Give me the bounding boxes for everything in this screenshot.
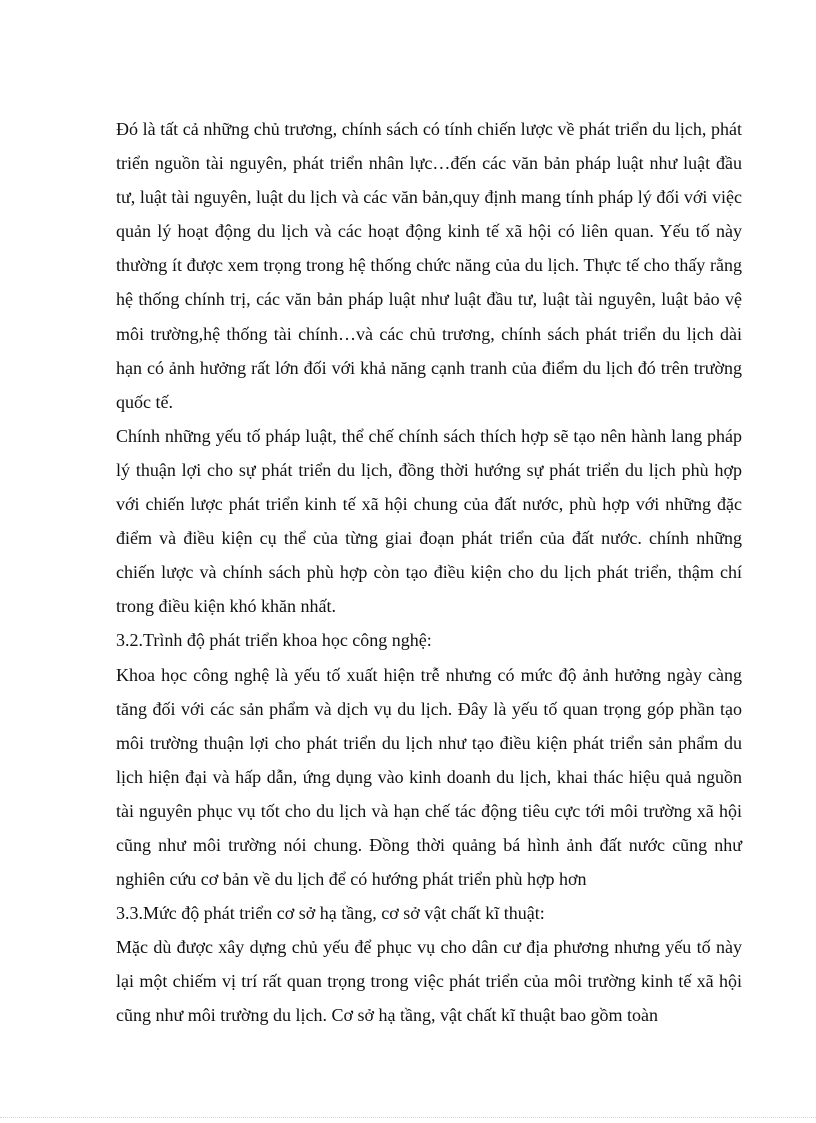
- document-body: [116, 112, 742, 1033]
- paragraph-science-technology: Khoa học công nghệ là yếu tố xuất hiện trễ nhưng có mức độ ảnh hưởng ngày càng tăng đối với các sản phẩm và dịch vụ du lịch. Đây là yếu tố quan trọng góp phần tạo môi trường thuận lợi cho phát triển du lịch như tạo điều kiện phát triển sản phẩm du lịch hiện đại và hấp dẫn, ứng dụng vào kinh doanh du lịch, khai thác hiệu quả nguồn tài nguyên phục vụ tốt cho du lịch và hạn chế tác động tiêu cực tới môi trường xã hội cũng như môi trường nói chung. Đồng thời quảng bá hình ảnh đất nước cũng như nghiên cứu cơ bản về du lịch để có hướng phát triển phù hợp hơn: [116, 664, 742, 890]
- paragraph-legal-policy: Đó là tất cả những chủ trương, chính sách có tính chiến lược về phát triển du lịch, phát triển nguồn tài nguyên, phát triển nhân lực…đến các văn bản pháp luật như luật đầu tư, luật tài nguyên, luật du lịch và các văn bản,quy định mang tính pháp lý đối với việc quản lý hoạt động du lịch và các hoạt động kinh tế xã hội có liên quan. Yếu tố này thường ít được xem trọng trong hệ thống chức năng của du lịch. Thực tế cho thấy rằng hệ thống chính trị, các văn bản pháp luật như luật đầu tư, luật tài nguyên, luật bảo vệ môi trường,hệ thống tài chính…và các chủ trương, chính sách phát triển du lịch dài hạn có ảnh hưởng rất lớn đối với khả năng cạnh tranh của điểm du lịch đó trên trường quốc tế.: [116, 119, 742, 412]
- paragraph-institutional-framework: Chính những yếu tố pháp luật, thể chế chính sách thích hợp sẽ tạo nên hành lang pháp lý thuận lợi cho sự phát triển du lịch, đồng thời hướng sự phát triển du lịch phù hợp với chiến lược phát triển kinh tế xã hội chung của đất nước, phù hợp với những đặc điểm và điều kiện cụ thể của từng giai đoạn phát triển của đất nước. chính những chiến lược và chính sách phù hợp còn tạo điều kiện cho du lịch phát triển, thậm chí trong điều kiện khó khăn nhất.: [116, 425, 742, 617]
- section-heading-3-3: 3.3.Mức độ phát triển cơ sở hạ tầng, cơ sở vật chất kĩ thuật:: [116, 903, 545, 924]
- paragraph-infrastructure: Mặc dù được xây dựng chủ yếu để phục vụ cho dân cư địa phương nhưng yếu tố này lại một chiếm vị trí rất quan trọng trong việc phát triển của môi trường kinh tế xã hội cũng như môi trường du lịch. Cơ sở hạ tầng, vật chất kĩ thuật bao gồm toàn: [116, 937, 742, 1026]
- page-bottom-divider: [0, 1117, 816, 1118]
- section-heading-3-2: 3.2.Trình độ phát triển khoa học công nghệ:: [116, 630, 432, 651]
